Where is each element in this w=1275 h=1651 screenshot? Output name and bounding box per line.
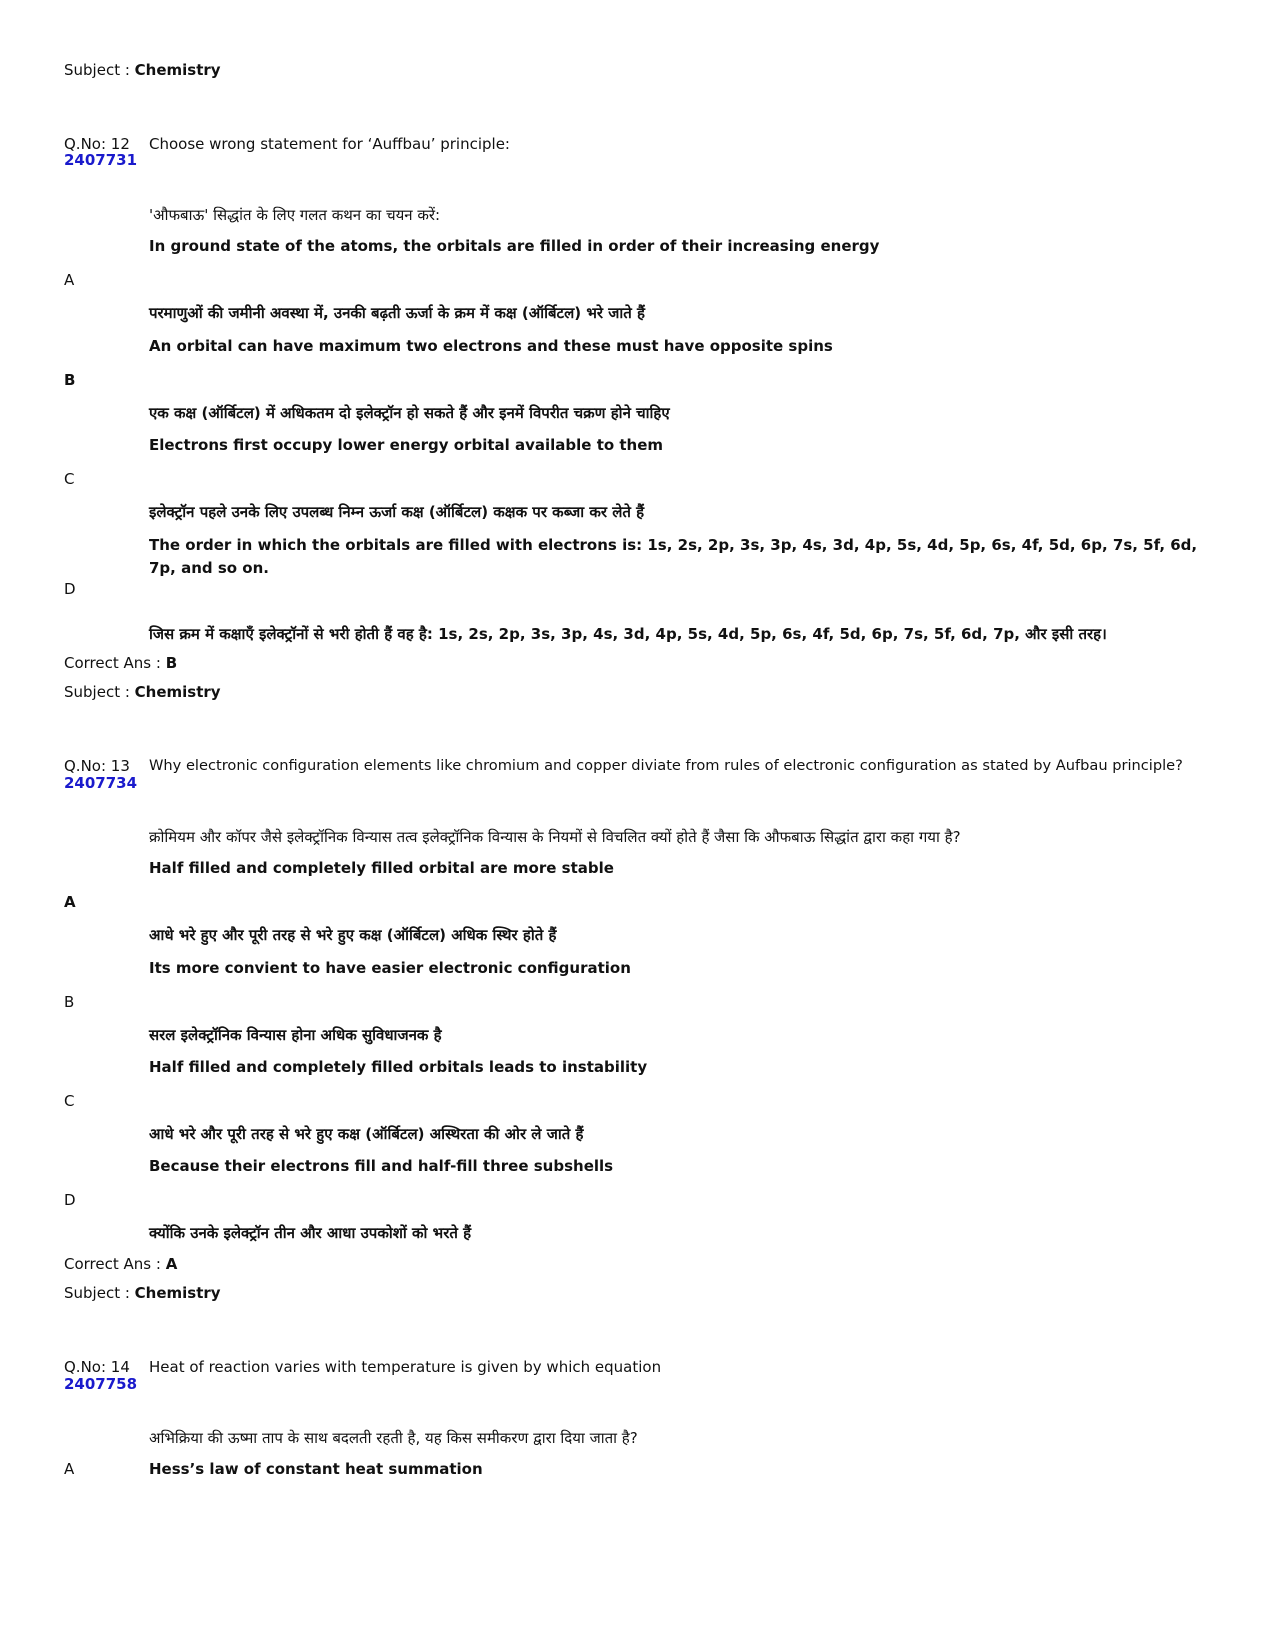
option-a-letter: A xyxy=(64,893,76,911)
correct-answer-label: Correct Ans : xyxy=(64,654,166,672)
option-a-letter: A xyxy=(64,271,75,289)
question-id: 2407731 xyxy=(64,151,138,169)
question-text: Why electronic configuration elements like chromium and copper diviate from rules of electronic configuration as stated by Aufbau principle? xyxy=(149,757,1183,774)
question-text: Heat of reaction varies with temperature is given by which equation xyxy=(149,1358,662,1376)
question-text-hindi: अभिक्रिया की ऊष्मा ताप के साथ बदलती रहती है, यह किस समीकरण द्वारा दिया जाता है? xyxy=(149,1429,638,1447)
option-c-english: Electrons first occupy lower energy orbital available to them xyxy=(149,436,664,454)
subject-line xyxy=(64,1284,221,1302)
subject-label: Subject : xyxy=(64,61,135,79)
correct-answer-label: Correct Ans : xyxy=(64,1255,166,1273)
option-b-letter: B xyxy=(64,993,75,1011)
question-id: 2407758 xyxy=(64,1375,138,1393)
option-b-hindi: एक कक्ष (ऑर्बिटल) में अधिकतम दो इलेक्ट्रॉन हो सकते हैं और इनमें विपरीत चक्रण होने चाहिए xyxy=(149,404,670,422)
question-number: Q.No: 12 xyxy=(64,135,130,153)
option-d-letter: D xyxy=(64,580,76,598)
subject-line xyxy=(64,61,221,79)
option-a-hindi: परमाणुओं की जमीनी अवस्था में, उनकी बढ़ती ऊर्जा के क्रम में कक्ष (ऑर्बिटल) भरे जाते हैं xyxy=(149,304,645,322)
question-text-hindi: क्रोमियम और कॉपर जैसे इलेक्ट्रॉनिक विन्यास तत्व इलेक्ट्रॉनिक विन्यास के नियमों से विचलित क्यों होते हैं जैसा कि औफबाऊ सिद्धांत द्वारा कहा गया है? xyxy=(149,828,961,846)
option-d-hindi: जिस क्रम में कक्षाएँ इलेक्ट्रॉनों से भरी होती हैं वह है: 1s, 2s, 2p, 3s, 3p, 4s, 3d, 4p, 5s, 4d, 5p, 6s, 4f, 5d, 6p, 7s, 5f, 6d, 7p, और इसी तरह। xyxy=(149,625,1107,643)
option-c-letter: C xyxy=(64,1092,75,1110)
correct-answer-value: B xyxy=(165,654,178,672)
correct-answer-value: A xyxy=(165,1255,178,1273)
option-a-english: In ground state of the atoms, the orbitals are filled in order of their increasing energy xyxy=(149,237,880,255)
option-a-hindi: आधे भरे हुए और पूरी तरह से भरे हुए कक्ष (ऑर्बिटल) अधिक स्थिर होते हैं xyxy=(149,926,557,944)
subject-value: Chemistry xyxy=(134,61,221,79)
option-c-hindi: आधे भरे और पूरी तरह से भरे हुए कक्ष (ऑर्बिटल) अस्थिरता की ओर ले जाते हैं xyxy=(149,1125,584,1143)
subject-line xyxy=(64,683,221,701)
option-c-letter: C xyxy=(64,470,75,488)
option-a-letter: A xyxy=(64,1460,75,1478)
option-d-english: Because their electrons fill and half-fill three subshells xyxy=(149,1157,614,1175)
option-a-english: Half filled and completely filled orbital are more stable xyxy=(149,859,614,877)
subject-value: Chemistry xyxy=(134,1284,221,1302)
question-number: Q.No: 14 xyxy=(64,1358,130,1376)
question-id: 2407734 xyxy=(64,774,138,792)
option-b-english: Its more convient to have easier electronic configuration xyxy=(149,959,631,977)
option-b-english: An orbital can have maximum two electrons and these must have opposite spins xyxy=(149,337,833,355)
correct-answer xyxy=(64,1255,177,1273)
option-b-letter: B xyxy=(64,371,76,389)
option-b-hindi: सरल इलेक्ट्रॉनिक विन्यास होना अधिक सुविधाजनक है xyxy=(149,1026,442,1044)
option-a-english: Hess’s law of constant heat summation xyxy=(149,1460,483,1478)
option-c-english: Half filled and completely filled orbitals leads to instability xyxy=(149,1058,648,1076)
subject-value: Chemistry xyxy=(134,683,221,701)
option-d-letter: D xyxy=(64,1191,76,1209)
question-text-hindi: 'औफबाऊ' सिद्धांत के लिए गलत कथन का चयन करें: xyxy=(149,206,441,224)
subject-label: Subject : xyxy=(64,683,135,701)
correct-answer xyxy=(64,654,177,672)
subject-label: Subject : xyxy=(64,1284,135,1302)
option-d-hindi: क्योंकि उनके इलेक्ट्रॉन तीन और आधा उपकोशों को भरते हैं xyxy=(149,1224,472,1242)
question-text: Choose wrong statement for ‘Auffbau’ principle: xyxy=(149,135,510,153)
option-d-english: The order in which the orbitals are filled with electrons is: 1s, 2s, 2p, 3s, 3p, 4s, 3d, 4p, 5s, 4d, 5p, 6s, 4f, 5d, 6p, 7s, 5f, 6d, 7p, and so on. xyxy=(149,536,1198,577)
option-c-hindi: इलेक्ट्रॉन पहले उनके लिए उपलब्ध निम्न ऊर्जा कक्ष (ऑर्बिटल) कक्षक पर कब्जा कर लेते हैं xyxy=(149,503,645,521)
question-number: Q.No: 13 xyxy=(64,757,130,775)
